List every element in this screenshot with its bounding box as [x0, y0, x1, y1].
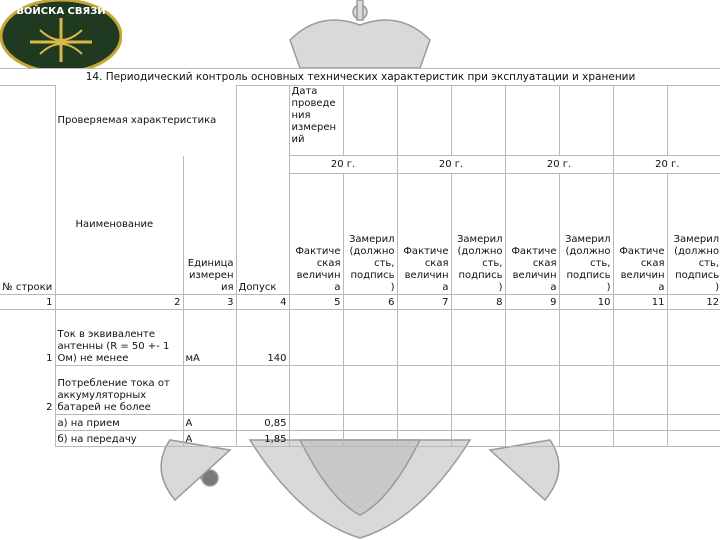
row-2a-name: а) на прием — [55, 414, 183, 430]
row-1-tolerance: 140 — [236, 316, 289, 365]
col-number-7: 7 — [397, 295, 451, 310]
header-measured-by-4: Замерил (должно сть, подпись ) — [667, 174, 720, 295]
table-row — [0, 365, 720, 414]
table-row — [0, 316, 720, 365]
header-name: Наименование — [55, 156, 183, 295]
row-2b-name: б) на передачу — [55, 430, 183, 446]
row-1-name: Ток в эквиваленте антенны (R = 50 +- 1 Ом) не менее — [55, 316, 183, 365]
header-actual-value-2: Фактиче ская величин а — [397, 174, 451, 295]
col-number-2: 2 — [55, 295, 183, 310]
signal-troops-badge — [0, 0, 122, 70]
col-number-4: 4 — [236, 295, 289, 310]
row-1-number: 1 — [46, 353, 53, 364]
header-year-3: 20 г. — [505, 156, 613, 174]
header-measured-by-2: Замерил (должно сть, подпись ) — [451, 174, 505, 295]
row-2-unit — [183, 365, 236, 414]
table-title: 14. Периодический контроль основных технических характеристик при эксплуатации и хранении — [0, 69, 720, 86]
row-2-tolerance — [236, 365, 289, 414]
header-checked-characteristic: Проверяемая характеристика — [55, 86, 236, 156]
col-number-6: 6 — [343, 295, 397, 310]
table-row — [0, 430, 720, 446]
inspection-table-sheet — [0, 68, 720, 445]
periodic-control-table — [0, 68, 720, 447]
col-number-3: 3 — [183, 295, 236, 310]
row-1-unit: мА — [183, 316, 236, 365]
header-year-2: 20 г. — [397, 156, 505, 174]
row-2b-unit: А — [183, 430, 236, 446]
header-year-4: 20 г. — [613, 156, 720, 174]
row-2b-tolerance: 1,85 — [236, 430, 289, 446]
row-2-name: Потребление тока от аккумуляторных батарей не более — [55, 365, 183, 414]
header-unit: Единица измерен ия — [183, 156, 236, 295]
row-2a-unit: А — [183, 414, 236, 430]
header-actual-value-3: Фактиче ская величин а — [505, 174, 559, 295]
col-number-5: 5 — [289, 295, 343, 310]
badge-text: ВОЙСКА СВЯЗИ — [16, 6, 106, 17]
header-actual-value-1: Фактиче ская величин а — [289, 174, 343, 295]
header-measurement-date: Дата проведе ния измерен ий — [289, 86, 343, 156]
row-2-number: 2 — [46, 402, 53, 413]
col-number-8: 8 — [451, 295, 505, 310]
col-number-12: 12 — [667, 295, 720, 310]
col-number-10: 10 — [559, 295, 613, 310]
row-2a-tolerance: 0,85 — [236, 414, 289, 430]
header-row-number: № строки — [0, 86, 55, 295]
table-row — [0, 414, 720, 430]
col-number-1: 1 — [0, 295, 55, 310]
header-measured-by-3: Замерил (должно сть, подпись ) — [559, 174, 613, 295]
header-measured-by-1: Замерил (должно сть, подпись ) — [343, 174, 397, 295]
col-number-11: 11 — [613, 295, 667, 310]
header-year-1: 20 г. — [289, 156, 397, 174]
col-number-9: 9 — [505, 295, 559, 310]
header-tolerance: Допуск — [236, 86, 289, 295]
header-actual-value-4: Фактиче ская величин а — [613, 174, 667, 295]
